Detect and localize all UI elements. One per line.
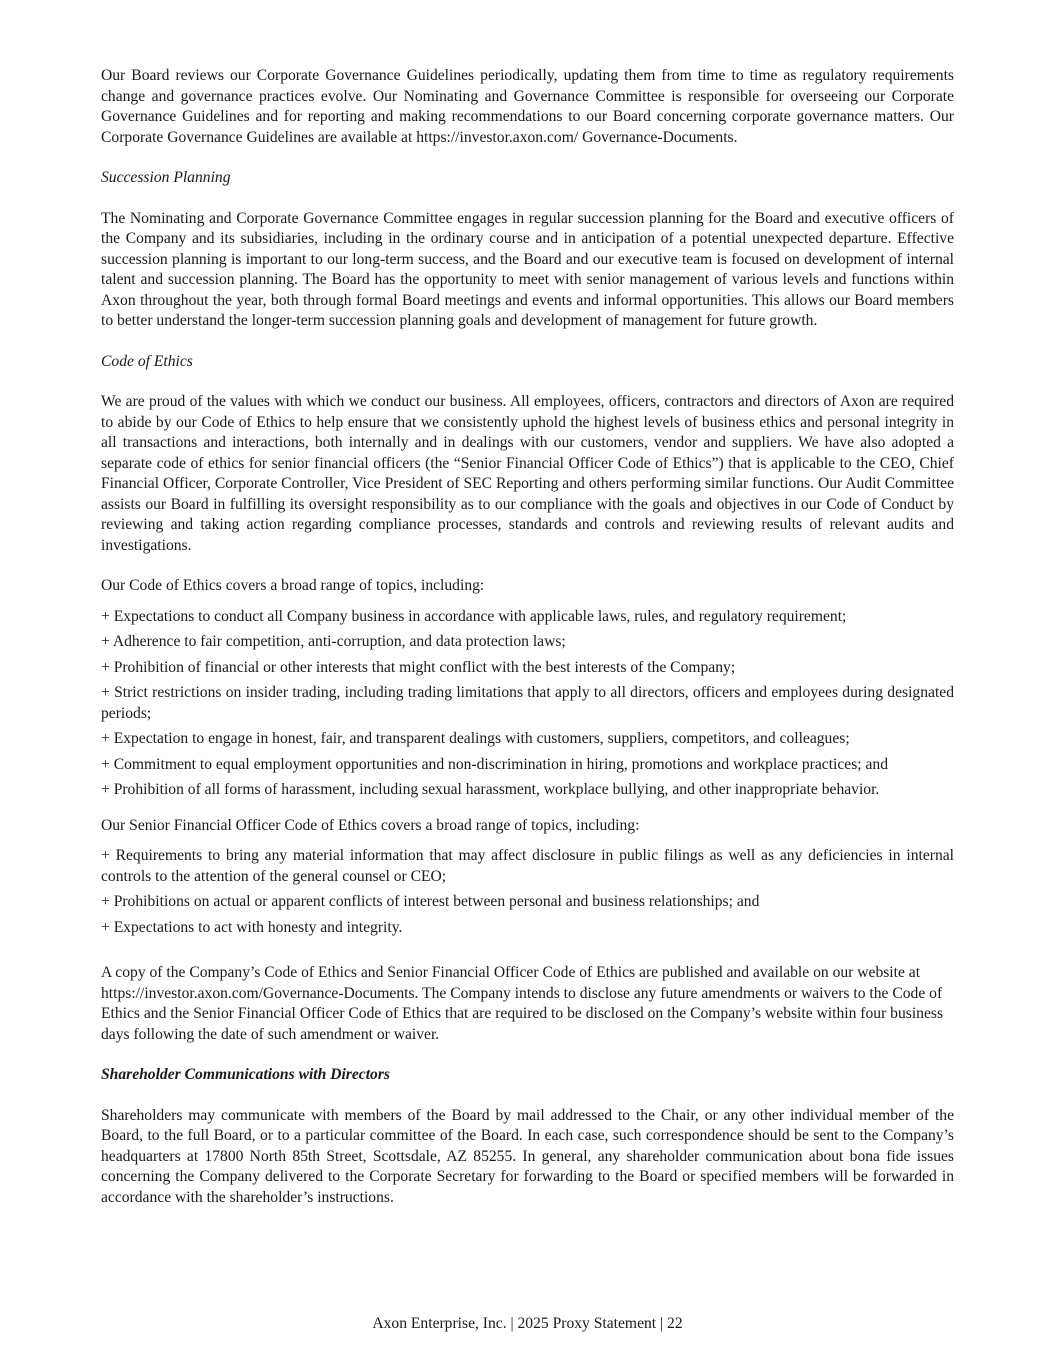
- list-item: + Prohibition of financial or other interests that might conflict with the best interests of the Company;: [101, 658, 736, 676]
- list-item: + Prohibitions on actual or apparent conflicts of interest between personal and business relationships; and: [101, 893, 760, 910]
- ethics-copy-paragraph: A copy of the Company’s Code of Ethics and Senior Financial Officer Code of Ethics are published and available on our website at https://investor.axon.com/Governance-Documents. The Company intends to disclose any future amendments or waivers to the Code of Ethics and the Senior Financial Officer Code of Ethics that are required to be disclosed on the Company’s website within four business days following the date of such amendment or waiver.: [101, 964, 944, 1043]
- intro-paragraph: Our Board reviews our Corporate Governance Guidelines periodically, updating them from time to time as regulatory requirements change and governance practices evolve. Our Nominating and Governance Committee is responsible for overseeing our Corporate Governance Guidelines and for reporting and making recommendations to our Board concerning corporate governance matters. Our Corporate Governance Guidelines are available at https://investor.axon.com/ Governance-Documents.: [101, 67, 954, 146]
- list-item: + Expectation to engage in honest, fair, and transparent dealings with customers, suppliers, competitors, and colleagues;: [101, 730, 850, 747]
- sfo-topics-list: [101, 846, 954, 938]
- shareholder-heading: Shareholder Communications with Directors: [101, 1066, 390, 1083]
- shareholder-paragraph: Shareholders may communicate with members of the Board by mail addressed to the Chair, or any other individual member of the Board, to the full Board, or to a particular committee of the Board. In each case, such correspondence should be sent to the Company’s headquarters at 17800 North 85th Street, Scottsdale, AZ 85255. In general, any shareholder communication about bona fide issues concerning the Company delivered to the Corporate Secretary for forwarding to the Board or specified members will be forwarded in accordance with the shareholder’s instructions.: [101, 1106, 954, 1206]
- document-page: [101, 66, 954, 1208]
- ethics-topics-list: [101, 607, 954, 801]
- list-item: + Expectations to conduct all Company business in accordance with applicable laws, rules, and regulatory requirement;: [101, 607, 847, 625]
- ethics-heading: Code of Ethics: [101, 352, 193, 370]
- succession-heading: Succession Planning: [101, 169, 231, 186]
- list-item: + Prohibition of all forms of harassment, including sexual harassment, workplace bullying, and other inappropriate behavior.: [101, 781, 880, 798]
- list-item: + Strict restrictions on insider trading, including trading limitations that apply to all directors, officers and employees during designated periods;: [101, 684, 954, 722]
- ethics-topics-intro: Our Code of Ethics covers a broad range of topics, including:: [101, 577, 485, 594]
- sfo-topics-intro: Our Senior Financial Officer Code of Ethics covers a broad range of topics, including:: [101, 816, 640, 834]
- list-item: + Commitment to equal employment opportunities and non-discrimination in hiring, promotions and workplace practices; and: [101, 755, 889, 773]
- succession-paragraph: The Nominating and Corporate Governance Committee engages in regular succession planning for the Board and executive officers of the Company and its subsidiaries, including in the ordinary course and in anticipation of a potential unexpected departure. Effective succession planning is important to our long-term success, and the Board and our executive team is focused on development of internal talent and succession planning. The Board has the opportunity to meet with senior management of various levels and functions within Axon throughout the year, both through formal Board meetings and events and informal opportunities. This allows our Board members to better understand the longer-term succession planning goals and development of management for future growth.: [101, 209, 954, 329]
- list-item: + Requirements to bring any material information that may affect disclosure in public filings as well as any deficiencies in internal controls to the attention of the general counsel or CEO;: [101, 847, 954, 885]
- ethics-paragraph: We are proud of the values with which we conduct our business. All employees, officers, contractors and directors of Axon are required to abide by our Code of Ethics to help ensure that we consistently uphold the highest levels of business ethics and personal integrity in all transactions and interactions, both internally and in dealings with our customers, vendor and suppliers. We have also adopted a separate code of ethics for senior financial officers (the “Senior Financial Officer Code of Ethics”) that is applicable to the CEO, Chief Financial Officer, Corporate Controller, Vice President of SEC Reporting and others performing similar functions. Our Audit Committee assists our Board in fulfilling its oversight responsibility as to our compliance with the goals and objectives in our Code of Conduct by reviewing and taking action regarding compliance processes, standards and controls and reviewing results of relevant audits and investigations.: [101, 393, 954, 554]
- list-item: + Adherence to fair competition, anti-corruption, and data protection laws;: [101, 633, 566, 650]
- page-footer: Axon Enterprise, Inc. | 2025 Proxy Statement | 22: [372, 1315, 683, 1332]
- list-item: + Expectations to act with honesty and integrity.: [101, 918, 403, 936]
